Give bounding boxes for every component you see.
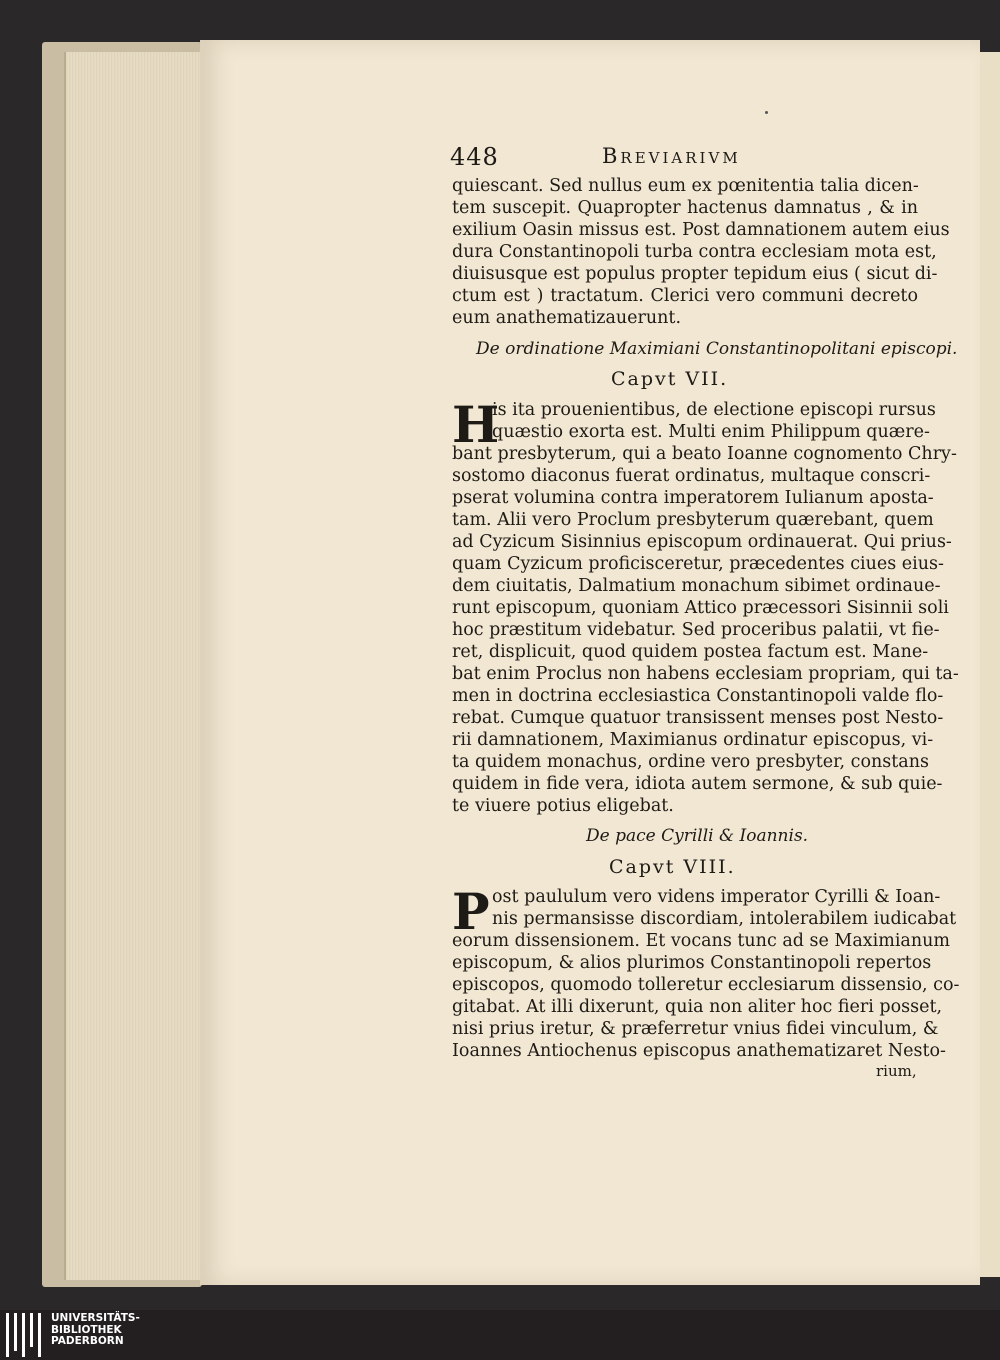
text-line: tem suscepit. Quapropter hactenus damnatus , & in (452, 198, 918, 218)
text-line: quiescant. Sed nullus eum ex pœnitentia talia dicen- (452, 176, 919, 196)
text-line: bant presbyterum, qui a beato Ioanne cognomento Chry- (452, 444, 957, 464)
text-line: quidem in fide vera, idiota autem sermone, & sub quie- (452, 774, 943, 794)
footer-band (0, 1310, 1000, 1360)
text-line: diuisusque est populus propter tepidum eius ( sicut di- (452, 264, 938, 284)
chapter-7-title: De ordinatione Maximiani Constantinopolitani episcopi. (476, 339, 958, 359)
text-line: episcopos, quomodo tolleretur ecclesiarum dissensio, co- (452, 975, 960, 995)
text-line: ctum est ) tractatum. Clerici vero communi decreto (452, 286, 918, 306)
text-line: gitabat. At illi dixerunt, quia non aliter hoc fieri posset, (452, 997, 943, 1017)
text-line: eorum dissensionem. Et vocans tunc ad se Maximianum (452, 931, 950, 951)
text-line: exilium Oasin missus est. Post damnationem autem eius (452, 220, 950, 240)
text-line: rii damnationem, Maximianus ordinatur episcopus, vi- (452, 730, 934, 750)
text-line: eum anathematizauerunt. (452, 308, 682, 328)
page-header (450, 143, 920, 173)
text-line: is ita prouenientibus, de electione episcopi rursus (492, 400, 936, 420)
text-line: dem ciuitatis, Dalmatium monachum sibimet ordinaue- (452, 576, 941, 596)
text-line: ost paululum vero videns imperator Cyrilli & Ioan- (492, 887, 941, 907)
catchword: rium, (876, 1062, 917, 1080)
page-edges (64, 52, 206, 1280)
chapter-7-dropcap: H (452, 395, 500, 454)
logo-line: UNIVERSITÄTS- (51, 1312, 140, 1324)
text-line: Ioannes Antiochenus episcopus anathematizaret Nesto- (452, 1041, 946, 1061)
paper-speck (765, 111, 768, 114)
barcode-bars-icon (6, 1313, 42, 1357)
text-line: nisi prius iretur, & præferretur vnius fidei vinculum, & (452, 1019, 939, 1039)
text-line: te viuere potius eligebat. (452, 796, 674, 816)
chapter-8-title: De pace Cyrilli & Ioannis. (586, 826, 809, 846)
text-line: men in doctrina ecclesiastica Constantinopoli valde flo- (452, 686, 944, 706)
text-line: sostomo diaconus fuerat ordinatus, multaque conscri- (452, 466, 931, 486)
text-line: hoc præstitum videbatur. Sed proceribus palatii, vt fie- (452, 620, 940, 640)
chapter-7-heading: Capvt VII. (611, 368, 729, 390)
text-line: quæstio exorta est. Multi enim Philippum quære- (492, 422, 930, 442)
running-title: Breviarivm (602, 144, 741, 168)
text-line: ret, displicuit, quod quidem postea factum est. Mane- (452, 642, 929, 662)
page-number: 448 (450, 143, 499, 171)
chapter-8-heading: Capvt VIII. (609, 856, 736, 878)
text-line: rebat. Cumque quatuor transissent menses post Nesto- (452, 708, 944, 728)
library-logo-text (51, 1313, 140, 1348)
text-line: ad Cyzicum Sisinnius episcopum ordinauerat. Qui prius- (452, 532, 952, 552)
logo-line: PADERBORN (51, 1335, 124, 1347)
logo-line: BIBLIOTHEK (51, 1323, 122, 1336)
chapter-8-dropcap: P (452, 882, 490, 941)
text-line: tam. Alii vero Proclum presbyterum quærebant, quem (452, 510, 934, 530)
text-line: bat enim Proclus non habens ecclesiam propriam, qui ta- (452, 664, 959, 684)
text-line: runt episcopum, quoniam Attico præcessori Sisinnii soli (452, 598, 949, 618)
text-line: dura Constantinopoli turba contra ecclesiam mota est, (452, 242, 937, 262)
text-line: ta quidem monachus, ordine vero presbyter, constans (452, 752, 929, 772)
text-line: quam Cyzicum proficisceretur, præcedentes ciues eius- (452, 554, 944, 574)
text-line: pserat volumina contra imperatorem Iulianum aposta- (452, 488, 934, 508)
text-line: episcopum, & alios plurimos Constantinopoli repertos (452, 953, 932, 973)
text-line: nis permansisse discordiam, intolerabilem iudicabat (492, 909, 957, 929)
